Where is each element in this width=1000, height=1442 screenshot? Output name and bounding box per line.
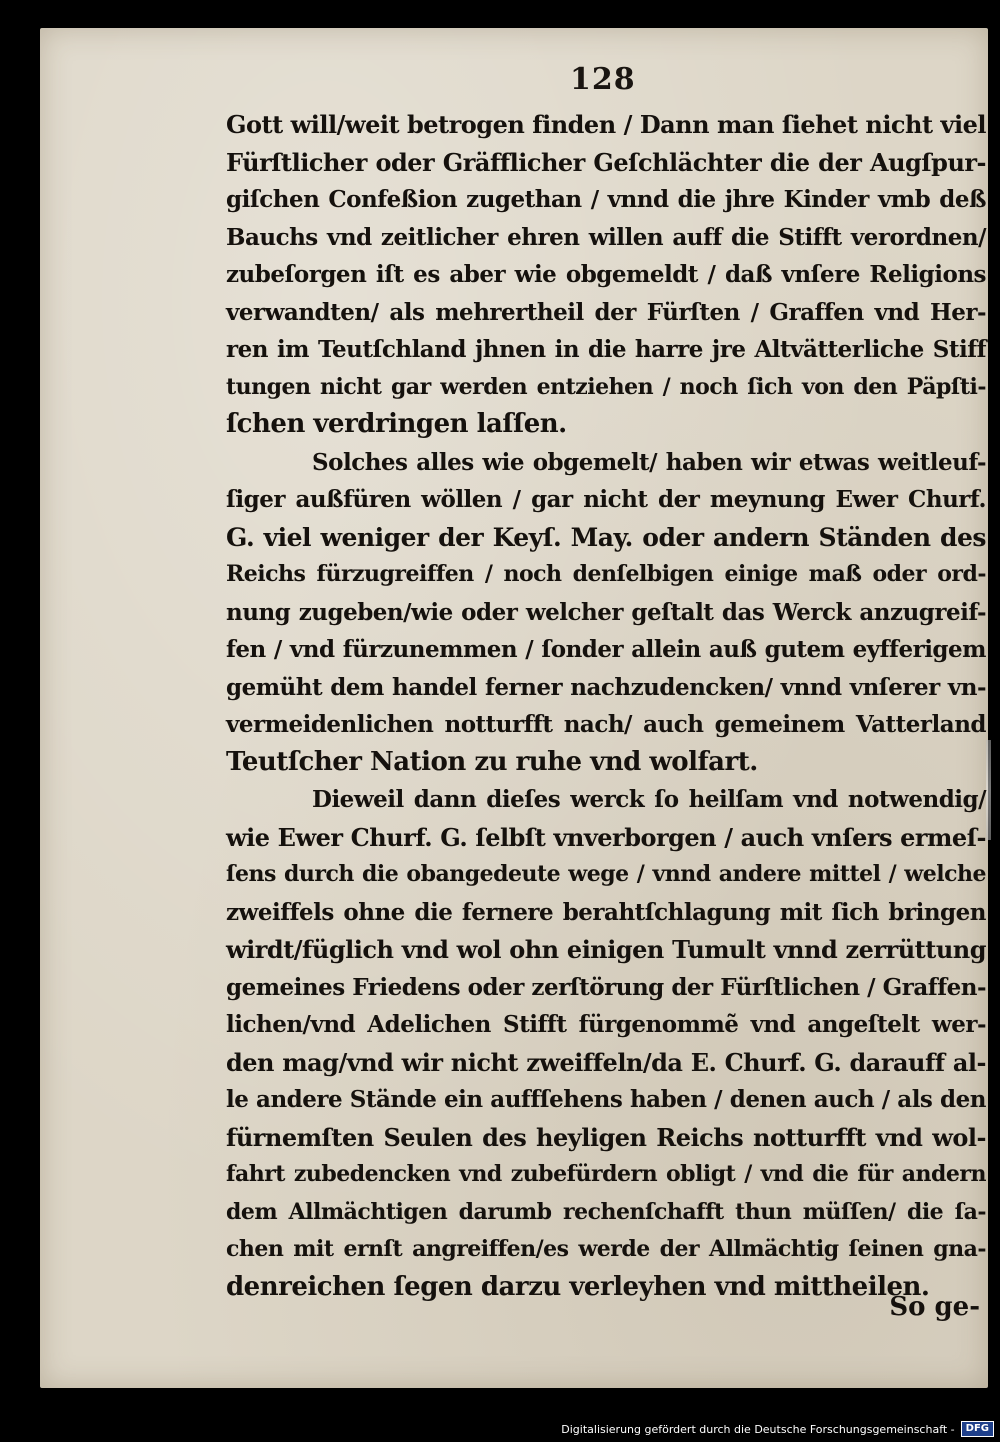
- text-line: vermeidenlichen notturfft nach/ auch gemeinem Vatterland: [226, 711, 986, 738]
- text-line: wie Ewer Churf. G. ſelbſt vnverborgen / auch vnſers ermeſ-: [226, 822, 986, 852]
- text-line: gemüht dem handel ferner nachzudencken/ vnnd vnſerer vn-: [226, 673, 986, 701]
- paragraph-start-line: Dieweil dann dieſes werck ſo heilſam vnd notwendig/: [312, 786, 986, 813]
- text-line: giſchen Confeßion zugethan / vnnd die jhre Kinder vmb deß: [226, 186, 986, 213]
- text-line: G. viel weniger der Keyſ. May. oder andern Ständen des: [226, 522, 986, 552]
- text-line: ren im Teutſchland jhnen in die harre jre Altvätterliche Stiff: [226, 336, 986, 363]
- text-line: fen / vnd fürzunemmen / ſonder allein auß gutem eyfferigem: [226, 636, 986, 663]
- body-text: [226, 106, 986, 1306]
- text-line: denreichen ſegen darzu verleyhen vnd mittheilen.: [226, 1271, 930, 1302]
- text-line: chen mit ernſt angreiffen/es werde der Allmächtig ſeinen gna-: [226, 1236, 986, 1262]
- text-line: ſchen verdringen laſſen.: [226, 409, 567, 439]
- text-line: zweiffels ohne die fernere berahtſchlagung mit ſich bringen: [226, 898, 986, 926]
- text-line: Teutſcher Nation zu ruhe vnd wolfart.: [226, 746, 758, 777]
- text-line: tungen nicht gar werden entziehen / noch ſich von den Päpſti-: [226, 373, 986, 400]
- text-line: fürnemſten Seulen des heyligen Reichs notturfft vnd wol-: [226, 1122, 986, 1152]
- text-line: Gott will/weit betrogen finden / Dann man ſiehet nicht viel: [226, 110, 986, 139]
- page-number: 128: [570, 62, 636, 97]
- page-edge: [986, 740, 991, 840]
- text-line: wirdt/füglich vnd wol ohn einigen Tumult vnnd zerrüttung: [226, 935, 986, 964]
- text-line: zubeſorgen iſt es aber wie obgemeldt / daß vnſere Religions: [226, 261, 986, 288]
- text-line: dem Allmächtigen darumb rechenſchafft thun müſſen/ die ſa-: [226, 1198, 986, 1225]
- text-line: Bauchs vnd zeitlicher ehren willen auff die Stifft verordnen/: [226, 223, 986, 251]
- footer: [561, 1421, 994, 1437]
- catchword: So ge-: [889, 1292, 980, 1322]
- dfg-logo: DFG: [961, 1421, 994, 1437]
- text-line: Reichs fürzugreiffen / noch denſelbigen einige maß oder ord-: [226, 561, 986, 587]
- text-line: nung zugeben/wie oder welcher geſtalt das Werck anzugreif-: [226, 598, 986, 626]
- text-line: gemeines Friedens oder zerſtörung der Fürſtlichen / Graffen-: [226, 973, 986, 1001]
- text-line: fahrt zubedencken vnd zubefürdern obligt / vnd die für andern: [226, 1161, 986, 1187]
- paragraph-start-line: Solches alles wie obgemelt/ haben wir etwas weitleuf-: [312, 448, 986, 476]
- text-line: den mag/vnd wir nicht zweiffeln/da E. Churf. G. darauff al-: [226, 1047, 986, 1077]
- text-line: Fürſtlicher oder Gräfflicher Geſchlächter die der Augſpur-: [226, 147, 986, 177]
- text-line: ſiger außfüren wöllen / gar nicht der meynung Ewer Churf.: [226, 486, 986, 513]
- text-line: verwandten/ als mehrertheil der Fürſten / Graffen vnd Her-: [226, 298, 986, 326]
- funding-notice: Digitalisierung gefördert durch die Deutsche Forschungsgemeinschaft -: [561, 1422, 955, 1436]
- text-line: ſens durch die obangedeute wege / vnnd andere mittel / welche: [226, 861, 986, 887]
- text-line: le andere Stände ein auffſehens haben / denen auch / als den: [226, 1086, 986, 1113]
- text-line: lichen/vnd Adelichen Stifft fürgenommẽ vnd angeſtelt wer-: [226, 1011, 986, 1038]
